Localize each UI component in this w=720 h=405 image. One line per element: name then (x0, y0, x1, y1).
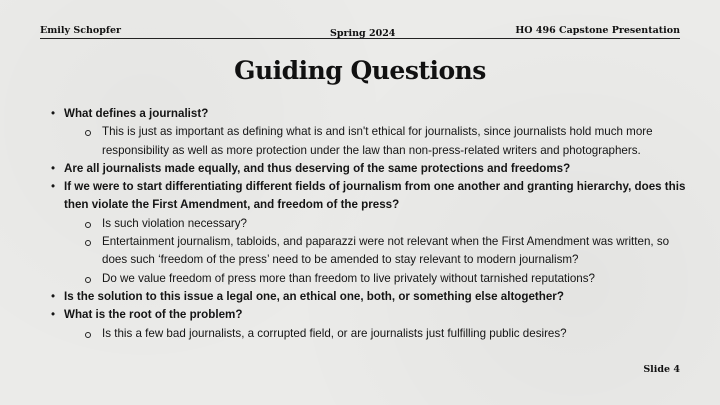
sub-item: Entertainment journalism, tabloids, and paparazzi were not relevant when the First Amendment was written, so does such ‘freedom of the press’ need to be amended to stay relevant to modern journalism? (64, 233, 692, 270)
sub-list (64, 325, 692, 343)
question-item (50, 160, 692, 178)
question-text: If we were to start differentiating different fields of journalism from one another and granting hierarchy, does this then violate the First Amendment, and freedom of the press? (64, 180, 686, 212)
course-label: HO 496 Capstone Presentation (515, 25, 680, 36)
question-text: Are all journalists made equally, and thus deserving of the same protections and freedoms? (64, 161, 571, 175)
sub-item: Is such violation necessary? (64, 215, 692, 233)
question-item (50, 105, 692, 160)
question-item (50, 288, 692, 306)
question-text: Is the solution to this issue a legal one, an ethical one, both, or something else altogether? (64, 289, 564, 303)
slide-number: Slide 4 (643, 364, 680, 375)
author-name: Emily Schopfer (40, 25, 122, 36)
sub-list (64, 215, 692, 288)
question-item (50, 306, 692, 343)
term-label: Spring 2024 (330, 28, 396, 39)
question-text: What is the root of the problem? (64, 308, 243, 322)
sub-item: This is just as important as defining what is and isn't ethical for journalists, since journalists hold much more responsibility as well as more protection under the law than non-press-related writers and photographers. (64, 123, 692, 160)
slide-title: Guiding Questions (234, 56, 486, 85)
question-text: What defines a journalist? (64, 107, 209, 120)
slide-content (50, 105, 692, 343)
sub-list (64, 123, 692, 160)
question-list (50, 105, 692, 343)
sub-item: Do we value freedom of press more than freedom to live privately without tarnished reputations? (64, 270, 692, 288)
question-item (50, 178, 692, 288)
header-divider (40, 38, 680, 39)
sub-item: Is this a few bad journalists, a corrupted field, or are journalists just fulfilling public desires? (64, 325, 692, 343)
